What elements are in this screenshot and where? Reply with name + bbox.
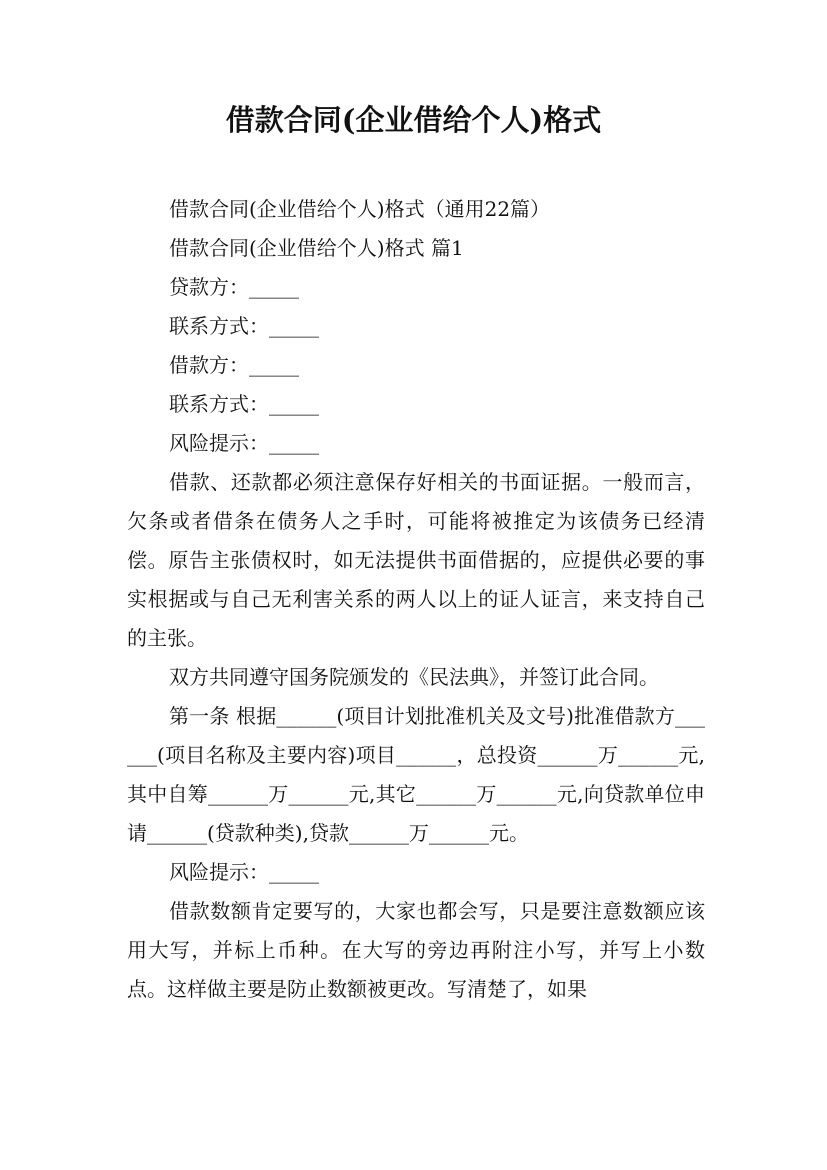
- paragraph: 双方共同遵守国务院颁发的《民法典》，并签订此合同。: [169, 665, 659, 689]
- paragraph: 第一条 根据______(项目计划批准机关及文号)批准借款方______(项目名称及主要内容)项目______，总投资______万______元,其中自筹______万______元,其它______万______元,向贷款单位申请______(贷款种类),贷款______万______元。: [127, 704, 705, 845]
- paragraph: 风险提示：_____: [169, 431, 319, 455]
- document-title: 借款合同(企业借给个人)格式: [225, 103, 602, 137]
- paragraph: 联系方式：_____: [169, 314, 319, 338]
- paragraph: 风险提示：_____: [169, 860, 319, 884]
- paragraph: 贷款方：_____: [169, 275, 299, 299]
- paragraph: 借款方：_____: [169, 353, 299, 377]
- paragraph: 借款数额肯定要写的，大家也都会写，只是要注意数额应该用大写，并标上币种。在大写的旁边再附注小写，并写上小数点。这样做主要是防止数额被更改。写清楚了，如果: [127, 899, 705, 1001]
- paragraph: 联系方式：_____: [169, 392, 319, 416]
- paragraph: 借款、还款都必须注意保存好相关的书面证据。一般而言，欠条或者借条在债务人之手时，可能将被推定为该债务已经清偿。原告主张债权时，如无法提供书面借据的，应提供必要的事实根据或与自己无利害关系的两人以上的证人证言，来支持自己的主张。: [127, 470, 705, 650]
- paragraph: 借款合同(企业借给个人)格式（通用22篇）: [169, 197, 551, 221]
- paragraph: 借款合同(企业借给个人)格式 篇1: [169, 236, 464, 260]
- document-body: [127, 190, 705, 1009]
